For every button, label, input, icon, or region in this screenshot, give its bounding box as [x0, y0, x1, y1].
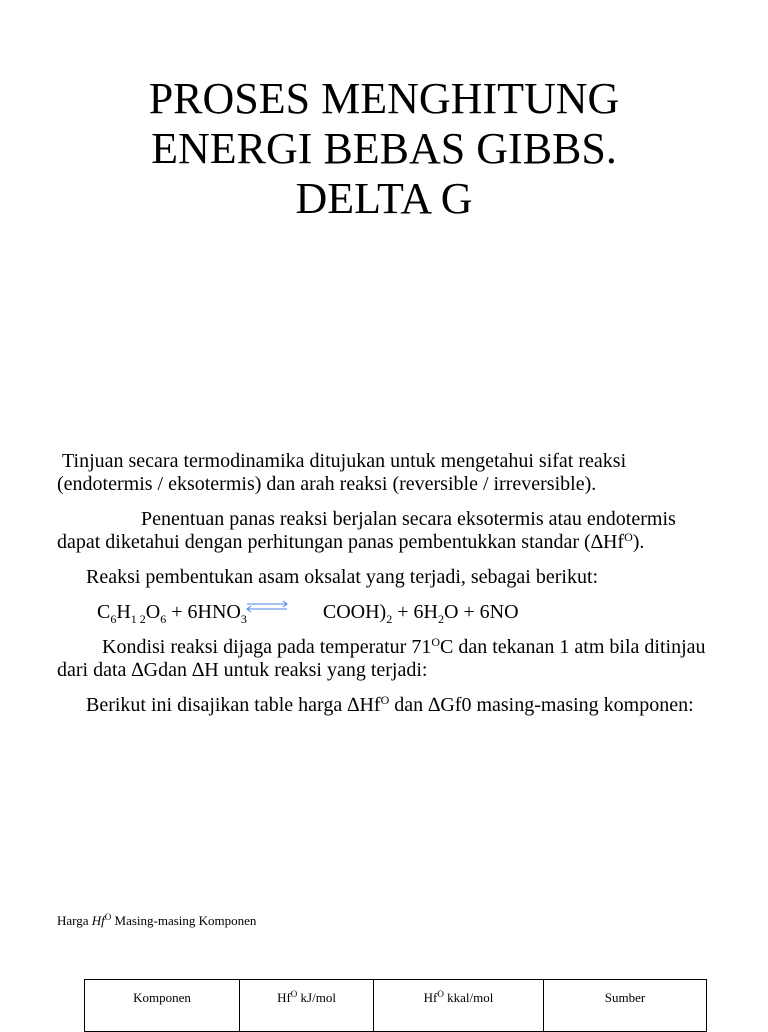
paragraph-reaction-intro: Reaksi pembentukan asam oksalat yang terjadi, sebagai berikut:: [86, 566, 599, 588]
title-line-3: DELTA G: [295, 174, 473, 223]
eq-subscript: 6: [110, 612, 117, 626]
eq-products: O + 6NO: [443, 601, 519, 623]
chemical-equation: [97, 601, 717, 624]
eq-oxygen: O: [145, 601, 161, 623]
caption-italic: Hf: [91, 913, 105, 928]
caption-prefix: Harga: [57, 913, 92, 928]
paragraph-intro: Tinjuan secara termodinamika ditujukan untuk mengetahui sifat reaksi (endotermis / eksotermis) dan arah reaksi (reversible / irreversible).: [57, 450, 632, 495]
eq-nitric-acid: + 6HNO: [166, 601, 241, 623]
superscript: O: [437, 989, 444, 999]
eq-carbon: C: [97, 601, 111, 623]
paragraph-text: dan ∆Gf0 masing-masing komponen:: [389, 694, 694, 716]
eq-hydrogen: H: [116, 601, 131, 623]
eq-subscript: 3: [240, 612, 247, 626]
components-table: [84, 979, 707, 1032]
reversible-arrow-icon: [247, 604, 287, 616]
page-title: [0, 74, 768, 224]
paragraph-text: ).: [632, 531, 645, 553]
superscript: O: [624, 530, 633, 544]
paragraph-table-intro: [57, 694, 717, 717]
table-caption: [57, 913, 256, 929]
eq-water: + 6H: [392, 601, 438, 623]
title-line-1: PROSES MENGHITUNG: [148, 74, 620, 123]
paragraph-heat-of-reaction: [57, 508, 717, 554]
paragraph-text: Kondisi reaksi dijaga pada temperatur 71: [102, 636, 432, 658]
header-text: Hf: [423, 990, 438, 1005]
header-komponen: Komponen: [85, 980, 240, 1032]
header-text: kkal/mol: [443, 990, 494, 1005]
paragraph-text: Penentuan panas reaksi berjalan secara eksotermis atau endotermis dapat diketahui dengan perhitungan panas pembentukkan standar (∆Hf: [57, 508, 676, 553]
eq-oxalic-acid: COOH): [322, 601, 387, 623]
eq-subscript: 2: [386, 612, 393, 626]
body-text: [57, 450, 717, 729]
eq-subscript: 1 2: [130, 612, 146, 626]
superscript: O: [431, 635, 441, 649]
superscript: O: [290, 989, 298, 999]
title-line-2: ENERGI BEBAS GIBBS.: [151, 124, 617, 173]
header-sumber: Sumber: [544, 980, 707, 1032]
header-text: kJ/mol: [297, 990, 336, 1005]
header-text: Hf: [277, 990, 291, 1005]
paragraph-conditions: [57, 636, 717, 682]
superscript: O: [104, 912, 112, 922]
paragraph-text: Berikut ini disajikan table harga ∆Hf: [86, 694, 381, 716]
paragraph-text: C dan tekanan 1 atm bila ditinjau dari data ∆Gdan ∆H untuk reaksi yang terjadi:: [57, 636, 706, 681]
eq-subscript: 6: [160, 612, 167, 626]
caption-suffix: Masing-masing Komponen: [111, 913, 257, 928]
superscript: O: [380, 693, 390, 707]
eq-subscript: 2: [437, 612, 444, 626]
